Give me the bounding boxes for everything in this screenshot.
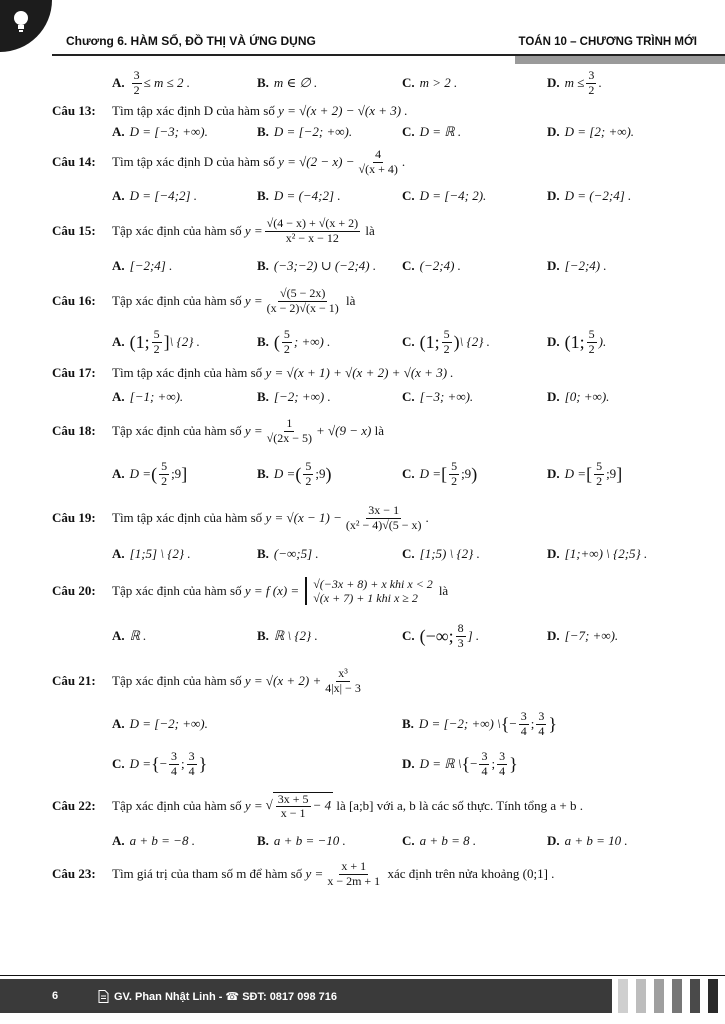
- option-d[interactable]: D. D = ℝ \ { − $\frac{3}{4}$ ; $\frac{3}{4}$ }: [402, 749, 518, 778]
- option-a[interactable]: A. [1;5] \ {2} .: [112, 546, 191, 562]
- question-19: Câu 19: Tìm tập xác định của hàm số y = √(x − 1) − $\frac{3x - 1}{\text{(x² − 4)√(5 − x)}}$ .: [52, 503, 429, 532]
- question-23: Câu 23: Tìm giá trị của tham số m để hàm số y = $\frac{x + 1}{x - 2m + 1}$ xác định trên nửa khoảng (0;1] .: [52, 859, 555, 888]
- question-list: [52, 66, 692, 894]
- option-d[interactable]: D. D = [ $\frac{5}{2}$ ;9 ]: [547, 459, 623, 488]
- option-d[interactable]: D. (1; $\frac{5}{2}$ ).: [547, 327, 607, 356]
- option-b[interactable]: B. ℝ \ {2} .: [257, 628, 318, 644]
- option-d[interactable]: D. [0; +∞).: [547, 389, 610, 405]
- option-c[interactable]: C. D = [−4; 2).: [402, 188, 487, 204]
- option-a[interactable]: A. D = ( $\frac{5}{2}$ ;9 ]: [112, 459, 188, 488]
- question-17: Câu 17: Tìm tập xác định của hàm số y = √(x + 1) + √(x + 2) + √(x + 3) .: [52, 365, 454, 381]
- option-d[interactable]: D. [−2;4) .: [547, 258, 607, 274]
- option-b[interactable]: B. (−3;−2) ∪ (−2;4) .: [257, 258, 377, 274]
- option-b[interactable]: B. D = [−2; +∞) \ { − $\frac{3}{4}$ ; $\frac{3}{4}$ }: [402, 709, 557, 738]
- option-a[interactable]: A. D = [−2; +∞).: [112, 716, 208, 732]
- option-b[interactable]: B. D = [−2; +∞).: [257, 123, 353, 139]
- option-b[interactable]: B. m ∈ ∅ .: [257, 75, 318, 91]
- option-a[interactable]: A. [−2;4] .: [112, 258, 173, 274]
- option-d[interactable]: D. a + b = 10 .: [547, 833, 628, 849]
- page-number: 6: [52, 990, 59, 1002]
- option-c[interactable]: C. [1;5) \ {2} .: [402, 546, 480, 562]
- question-16: Câu 16: Tập xác định của hàm số y = $\frac{√(5 - 2x)}{(x - 2)√(x - 1)}$ là: [52, 286, 356, 315]
- option-c[interactable]: C. D = [ $\frac{5}{2}$ ;9 ): [402, 459, 478, 488]
- option-a[interactable]: A. ℝ .: [112, 628, 147, 644]
- option-d[interactable]: D. D = [2; +∞).: [547, 123, 635, 139]
- option-a[interactable]: A. $\frac{3}{2}$ ≤ m ≤ 2 .: [112, 68, 191, 97]
- option-a[interactable]: A. a + b = −8 .: [112, 833, 195, 849]
- option-a[interactable]: A. (1; $\frac{5}{2}$ ] \ {2} .: [112, 327, 200, 356]
- option-d[interactable]: D. [−7; +∞).: [547, 628, 619, 644]
- option-d[interactable]: D. [1;+∞) \ {2;5} .: [547, 546, 648, 562]
- option-a[interactable]: A. [−1; +∞).: [112, 389, 184, 405]
- question-13: Câu 13: Tìm tập xác định D của hàm số y = √(x + 2) − √(x + 3) .: [52, 102, 408, 118]
- option-c[interactable]: C. (−2;4) .: [402, 258, 461, 274]
- footer-stripes: [612, 979, 725, 1013]
- options-q21-cd: [52, 744, 692, 784]
- question-20: Câu 20: Tập xác định của hàm số y = f (x) = √(−3x + 8) + x khi x < 2 √(x + 7) + 1 khi x ≥ 2 là: [52, 576, 449, 605]
- options-q20: [52, 614, 692, 658]
- corner-logo: [0, 0, 52, 52]
- options-q12: [52, 66, 692, 100]
- option-b[interactable]: B. D = ( $\frac{5}{2}$ ;9 ): [257, 459, 332, 488]
- options-q19: [52, 540, 692, 568]
- options-q18: [52, 452, 692, 496]
- option-b[interactable]: B. ( $\frac{5}{2}$ ; +∞) .: [257, 327, 331, 356]
- options-q22: [52, 828, 692, 854]
- question-22: Câu 22: Tập xác định của hàm số y = √ $\frac{3x + 5}{x - 1}$ − 4 là [a;b] với a, b là các số thực. Tính tổng a + b .: [52, 784, 692, 828]
- chapter-title: Chương 6. HÀM SỐ, ĐỒ THỊ VÀ ỨNG DỤNG: [66, 34, 316, 48]
- options-q16: [52, 322, 692, 362]
- question-15: Câu 15: Tập xác định của hàm số y = $\frac{√(4 - x) + √(x + 2)}{\text{x² − x − 12}}$ là: [52, 216, 375, 245]
- option-c[interactable]: C. a + b = 8 .: [402, 833, 477, 849]
- option-b[interactable]: B. (−∞;5] .: [257, 546, 319, 562]
- options-q14: [52, 182, 692, 210]
- option-d[interactable]: D. m ≤ $\frac{3}{2}$ .: [547, 68, 602, 97]
- option-d[interactable]: D. D = (−2;4] .: [547, 188, 632, 204]
- option-c[interactable]: C. D = { − $\frac{3}{4}$ ; $\frac{3}{4}$ }: [112, 749, 208, 778]
- option-c[interactable]: C. D = ℝ .: [402, 123, 462, 139]
- footer-rule: [0, 975, 725, 976]
- options-q21-ab: [52, 704, 692, 744]
- option-b[interactable]: B. [−2; +∞) .: [257, 389, 331, 405]
- option-b[interactable]: B. a + b = −10 .: [257, 833, 346, 849]
- options-q13: [52, 121, 692, 142]
- lightbulb-icon: [6, 6, 36, 36]
- option-a[interactable]: A. D = [−3; +∞).: [112, 123, 208, 139]
- option-c[interactable]: C. (−∞; $\frac{8}{3}$ ] .: [402, 621, 480, 650]
- options-q17: [52, 384, 692, 410]
- option-c[interactable]: C. [−3; +∞).: [402, 389, 474, 405]
- options-q15: [52, 252, 692, 280]
- option-b[interactable]: B. D = (−4;2] .: [257, 188, 341, 204]
- document-icon: [98, 990, 109, 1003]
- header-bar: [515, 56, 725, 64]
- question-14: Câu 14: Tìm tập xác định D của hàm số y = √(2 − x) − $\frac{4}{√(x + 4)}$ .: [52, 147, 406, 176]
- author-contact: GV. Phan Nhật Linh - ☎ SĐT: 0817 098 716: [98, 990, 337, 1003]
- question-18: Câu 18: Tập xác định của hàm số y = $\frac{1}{√(2x - 5)}$ + √(9 − x) là: [52, 416, 384, 445]
- subject-title: TOÁN 10 – CHƯƠNG TRÌNH MỚI: [518, 36, 697, 48]
- piecewise-cases: √(−3x + 8) + x khi x < 2 √(x + 7) + 1 khi x ≥ 2: [305, 577, 433, 606]
- footer-bar: [0, 979, 612, 1013]
- option-c[interactable]: C. (1; $\frac{5}{2}$ ) \ {2} .: [402, 327, 490, 356]
- option-a[interactable]: A. D = [−4;2] .: [112, 188, 198, 204]
- footer-stripes-graphic: [612, 979, 725, 1013]
- option-c[interactable]: C. m > 2 .: [402, 75, 458, 91]
- question-21: Câu 21: Tập xác định của hàm số y = √(x + 2) + $\frac{\text{x³}}{4|x| - 3}$: [52, 666, 361, 695]
